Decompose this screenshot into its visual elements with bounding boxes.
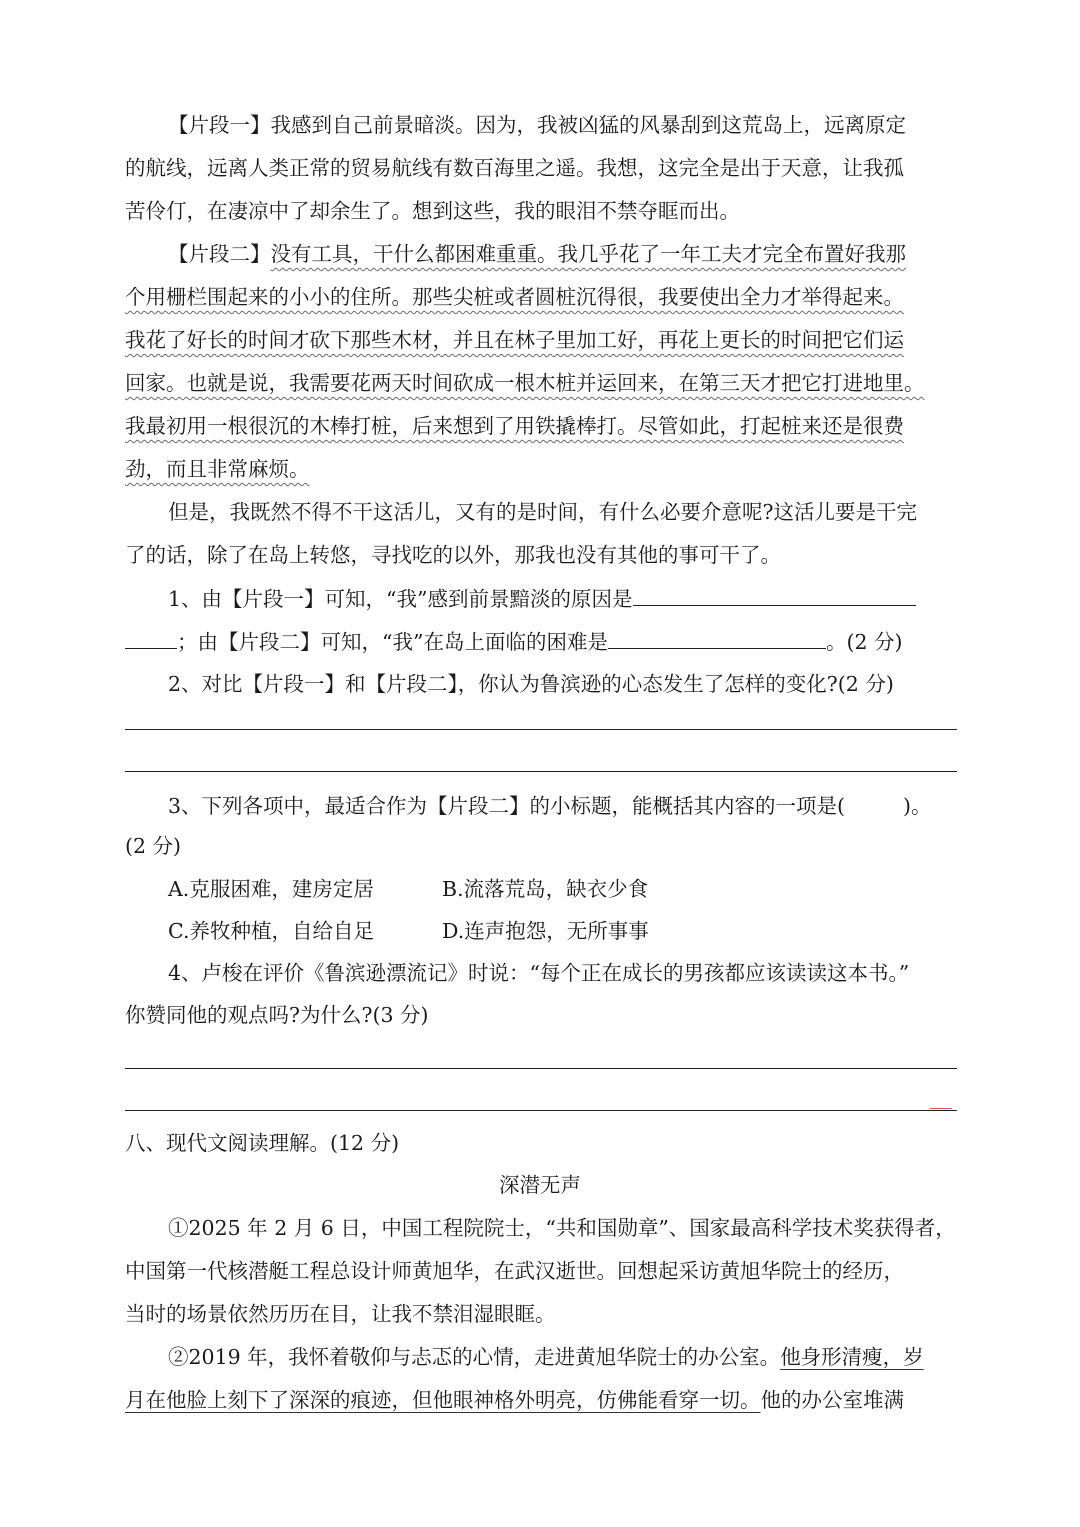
article-p1-line: 当时的场景依然历历在目，让我不禁泪湿眼眶。	[125, 1302, 556, 1326]
answer-line-q4-1[interactable]	[125, 1068, 957, 1069]
frag2-label: 【片段二】	[168, 242, 271, 266]
article-p2-line	[168, 1342, 957, 1372]
option-d[interactable]: D.连声抱怨，无所事事	[442, 919, 649, 943]
article-p2-line	[125, 1385, 957, 1415]
answer-line-q4-2[interactable]	[125, 1110, 957, 1111]
answer-line-q2-1[interactable]	[125, 729, 957, 730]
option-a[interactable]: A.克服困难，建房定居	[168, 877, 374, 901]
article-title: 深潜无声	[499, 1173, 581, 1197]
question-1-cont	[125, 626, 957, 657]
frag1-line: 的航线，远离人类正常的贸易航线有数百海里之遥。我想，这完全是出于天意，让我孤	[125, 156, 904, 180]
frag2-underlined-text: 没有工具，干什么都困难重重。我几乎花了一年工夫才完全布置好我那	[270, 242, 906, 266]
red-mark	[930, 1108, 952, 1109]
question-4-cont: 你赞同他的观点吗?为什么?(3 分)	[125, 1003, 429, 1027]
frag1-line: 苦伶仃，在凄凉中了却余生了。想到这些，我的眼泪不禁夺眶而出。	[125, 199, 740, 223]
frag2-underlined-text: 我花了好长的时间才砍下那些木材，并且在林子里加工好，再花上更长的时间把它们运	[125, 328, 904, 352]
answer-blank-1-cont[interactable]	[125, 626, 177, 649]
frag2-underlined-text: 回家。也就是说，我需要花两天时间砍成一根木桩并运回来，在第三天才把它打进地里。	[125, 371, 925, 395]
answer-blank-1[interactable]	[633, 583, 916, 606]
answer-blank-2[interactable]	[608, 626, 826, 649]
frag2-line	[125, 368, 957, 398]
question-3-score: (2 分)	[125, 834, 182, 858]
frag2-line	[125, 325, 957, 355]
article-p1-line: ①2025 年 2 月 6 日，中国工程院院士，“共和国勋章”、国家最高科学技术奖获得者，	[168, 1216, 956, 1240]
frag3-line: 了的话，除了在岛上转悠，寻找吃的以外，那我也没有其他的事可干了。	[125, 543, 781, 567]
frag1-line: 【片段一】我感到自己前景暗淡。因为，我被凶猛的风暴刮到这荒岛上，远离原定	[168, 113, 906, 137]
question-1-text: 1、由【片段一】可知，“我”感到前景黯淡的原因是	[168, 587, 633, 611]
frag2-line	[125, 411, 957, 441]
article-p2-underlined: 他身形清瘦，岁	[780, 1345, 924, 1369]
question-1-text-b: ；由【片段二】可知，“我”在岛上面临的困难是	[177, 630, 608, 654]
frag2-underlined-text: 个用栅栏围起来的小小的住所。那些尖桩或者圆桩沉得很，我要使出全力才举得起来。	[125, 285, 904, 309]
question-3-text: 3、下列各项中，最适合作为【片段二】的小标题，能概括其内容的一项是(	[168, 794, 846, 818]
article-p1-line: 中国第一代核潜艇工程总设计师黄旭华，在武汉逝世。回想起采访黄旭华院士的经历，	[125, 1259, 904, 1283]
section-8-heading: 八、现代文阅读理解。(12 分)	[125, 1131, 400, 1155]
article-p2-text: 他的办公室堆满	[760, 1388, 904, 1412]
question-3	[168, 791, 957, 821]
frag2-underlined-text: 劲，而且非常麻烦。	[125, 457, 310, 481]
question-1-score: 。(2 分)	[825, 630, 903, 654]
question-3-close: )。	[903, 794, 932, 818]
question-4: 4、卢梭在评价《鲁滨逊漂流记》时说：“每个正在成长的男孩都应该读读这本书。”	[168, 961, 910, 985]
question-1	[168, 583, 957, 614]
option-b[interactable]: B.流落荒岛，缺衣少食	[442, 877, 649, 901]
article-p2-underlined: 月在他脸上刻下了深深的痕迹，但他眼神格外明亮，仿佛能看穿一切。	[125, 1388, 761, 1412]
frag2-line	[125, 282, 957, 312]
article-p2-text: ②2019 年，我怀着敬仰与忐忑的心情，走进黄旭华院士的办公室。	[168, 1345, 781, 1369]
option-c[interactable]: C.养牧种植，自给自足	[168, 919, 374, 943]
frag2-underlined-text: 我最初用一根很沉的木棒打桩，后来想到了用铁撬棒打。尽管如此，打起桩来还是很费	[125, 414, 904, 438]
question-2: 2、对比【片段一】和【片段二】，你认为鲁滨逊的心态发生了怎样的变化?(2 分)	[168, 672, 894, 696]
frag2-line	[168, 239, 957, 269]
frag2-line	[125, 454, 957, 484]
frag3-line: 但是，我既然不得不干这活儿，又有的是时间，有什么必要介意呢?这活儿要是干完	[168, 500, 917, 524]
answer-line-q2-2[interactable]	[125, 771, 957, 772]
